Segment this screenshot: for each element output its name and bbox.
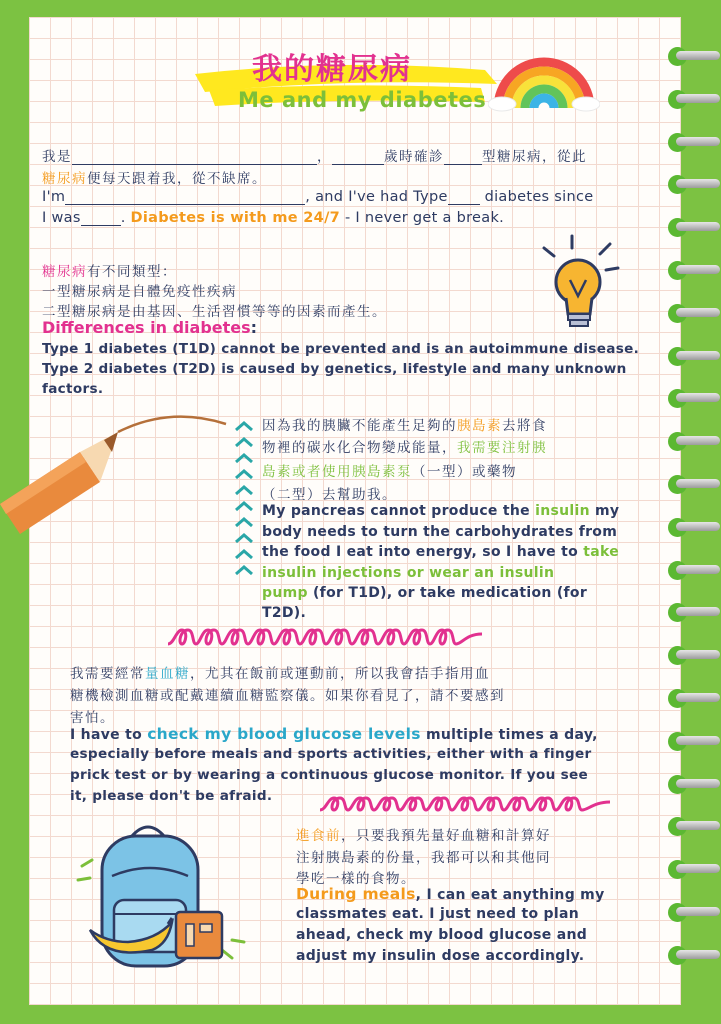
squiggle-divider-icon bbox=[166, 624, 486, 654]
insulin-zh1-a: 因為我的胰臟不能產生足夠的 bbox=[262, 418, 457, 434]
intro-zh-a: 我是 bbox=[42, 149, 72, 165]
meals-en1-a: During meals bbox=[296, 885, 416, 903]
ring-wire bbox=[676, 779, 720, 788]
intro-en-line1 bbox=[42, 189, 593, 205]
glucose-en1-b: check my blood glucose levels bbox=[147, 725, 421, 743]
insulin-en-line6: T2D). bbox=[262, 605, 307, 621]
glucose-en-line4: it, please don't be afraid. bbox=[70, 788, 273, 804]
ring-wire bbox=[676, 650, 720, 659]
types-en-colon: : bbox=[250, 318, 258, 337]
spiral-ring bbox=[668, 859, 720, 879]
insulin-zh1-b: 胰島素 bbox=[457, 418, 502, 434]
insulin-en1-a: My pancreas cannot produce the bbox=[262, 503, 536, 519]
glucose-zh1-a: 我需要經常 bbox=[70, 666, 145, 682]
ring-wire bbox=[676, 607, 720, 616]
glucose-en1-a: I have to bbox=[70, 727, 148, 743]
ring-wire bbox=[676, 950, 720, 959]
types-en-heading-text: Differences in diabetes bbox=[42, 318, 251, 337]
intro-zh-line2 bbox=[42, 167, 267, 187]
types-en-line3: factors. bbox=[42, 381, 104, 397]
meals-zh-line3: 學吃一樣的食物。 bbox=[296, 871, 416, 887]
insulin-en3-a: the food I eat into energy, so I have to bbox=[262, 544, 584, 560]
meals-en-line1 bbox=[296, 885, 605, 903]
insulin-en5-b: (for T1D), or take medication (for bbox=[307, 585, 588, 601]
intro-en-highlight: Diabetes is with me 24/7 bbox=[130, 210, 341, 226]
intro-en-b: , and I've had Type bbox=[305, 189, 448, 205]
type-blank bbox=[444, 152, 482, 165]
squiggle-divider-icon-2 bbox=[318, 792, 614, 820]
ring-wire bbox=[676, 821, 720, 830]
insulin-zh3-a: 島素或者使用胰島素泵 bbox=[262, 464, 412, 480]
intro-en-d: I was bbox=[42, 210, 81, 226]
ring-wire bbox=[676, 736, 720, 745]
intro-en-rest: - I never get a break. bbox=[340, 210, 505, 226]
types-en-heading bbox=[42, 318, 257, 337]
age-blank bbox=[332, 152, 384, 165]
meals-en-line4: adjust my insulin dose accordingly. bbox=[296, 948, 585, 964]
spiral-ring bbox=[668, 388, 720, 408]
meals-en1-b: , I can eat anything my bbox=[415, 887, 605, 903]
spiral-ring bbox=[668, 89, 720, 109]
meals-en-line3: ahead, check my blood glucose and bbox=[296, 927, 588, 943]
intro-zh-highlight: 糖尿病 bbox=[42, 171, 87, 187]
ring-wire bbox=[676, 436, 720, 445]
spiral-ring bbox=[668, 303, 720, 323]
types-en-line2: Type 2 diabetes (T2D) is caused by genetics, lifestyle and many unknown bbox=[42, 361, 627, 377]
ring-wire bbox=[676, 479, 720, 488]
spiral-ring bbox=[668, 774, 720, 794]
spiral-ring bbox=[668, 602, 720, 622]
intro-zh-rest: 便每天跟着我，從不缺席。 bbox=[87, 171, 267, 187]
insulin-zh2-a: 物裡的碳水化合物變成能量， bbox=[262, 440, 457, 456]
insulin-en-line2: body needs to turn the carbohydrates from bbox=[262, 524, 618, 540]
ring-wire bbox=[676, 94, 720, 103]
intro-zh-line1 bbox=[42, 145, 587, 165]
age-blank-en bbox=[81, 213, 121, 226]
spiral-ring bbox=[668, 174, 720, 194]
ring-wire bbox=[676, 51, 720, 60]
meals-zh1-a: 進食前 bbox=[296, 828, 341, 844]
pencil-icon bbox=[0, 412, 232, 540]
insulin-en3-b: take bbox=[583, 544, 619, 560]
rainbow-icon bbox=[488, 40, 600, 112]
ring-wire bbox=[676, 693, 720, 702]
spiral-ring bbox=[668, 731, 720, 751]
chevron-arrows-icon bbox=[234, 420, 254, 588]
meals-zh-line1 bbox=[296, 824, 551, 844]
spiral-ring bbox=[668, 816, 720, 836]
ring-wire bbox=[676, 308, 720, 317]
spiral-ring bbox=[668, 431, 720, 451]
spiral-ring bbox=[668, 560, 720, 580]
meals-en-line2: classmates eat. I just need to plan bbox=[296, 906, 579, 922]
insulin-zh-line2 bbox=[262, 436, 547, 456]
insulin-en-line5 bbox=[262, 585, 587, 601]
ring-wire bbox=[676, 222, 720, 231]
glucose-zh-line3: 害怕。 bbox=[70, 710, 115, 726]
insulin-zh2-b: 我需要注射胰 bbox=[457, 440, 547, 456]
spiral-ring bbox=[668, 902, 720, 922]
spiral-ring bbox=[668, 260, 720, 280]
name-blank-en bbox=[65, 192, 305, 205]
ring-wire bbox=[676, 351, 720, 360]
glucose-zh-line2: 糖機檢測血糖或配戴連續血糖監察儀。如果你看見了，請不要感到 bbox=[70, 688, 505, 704]
ring-wire bbox=[676, 565, 720, 574]
types-zh-rest: 有不同類型： bbox=[87, 264, 177, 280]
insulin-zh-line4: （二型）去幫助我。 bbox=[262, 487, 397, 503]
meals-zh1-b: ，只要我預先量好血糖和計算好 bbox=[341, 828, 551, 844]
spiral-ring bbox=[668, 517, 720, 537]
ring-wire bbox=[676, 137, 720, 146]
insulin-zh-line1 bbox=[262, 414, 547, 434]
insulin-zh1-c: 去將食 bbox=[502, 418, 547, 434]
types-zh-highlight: 糖尿病 bbox=[42, 264, 87, 280]
ring-wire bbox=[676, 179, 720, 188]
glucose-zh1-b: 量血糖 bbox=[145, 666, 190, 682]
insulin-zh3-b: （一型）或藥物 bbox=[412, 464, 517, 480]
intro-en-line2 bbox=[42, 210, 504, 226]
types-zh-line1 bbox=[42, 260, 177, 280]
ring-wire bbox=[676, 522, 720, 531]
title-zh: 我的糖尿病 bbox=[252, 52, 412, 87]
spiral-ring bbox=[668, 645, 720, 665]
intro-zh-d: 型糖尿病，從此 bbox=[482, 149, 587, 165]
insulin-en5-a: pump bbox=[262, 585, 308, 601]
ring-wire bbox=[676, 907, 720, 916]
lightbulb-icon bbox=[532, 234, 632, 334]
spiral-ring bbox=[668, 132, 720, 152]
name-blank bbox=[72, 152, 317, 165]
spiral-ring bbox=[668, 46, 720, 66]
meals-zh-line2: 注射胰島素的份量，我都可以和其他同 bbox=[296, 850, 551, 866]
insulin-en1-b: insulin bbox=[535, 503, 590, 519]
glucose-zh-line1 bbox=[70, 662, 490, 682]
spiral-ring bbox=[668, 474, 720, 494]
intro-en-e: . bbox=[120, 210, 126, 226]
title-en: Me and my diabetes bbox=[238, 88, 487, 112]
types-zh-line3: 二型糖尿病是由基因、生活習慣等等的因素而產生。 bbox=[42, 304, 387, 320]
banana-icon bbox=[86, 916, 176, 970]
glucose-en1-c: multiple times a day, bbox=[420, 727, 598, 743]
types-en-line1: Type 1 diabetes (T1D) cannot be prevented and is an autoimmune disease. bbox=[42, 341, 640, 357]
type-blank-en bbox=[448, 192, 480, 205]
intro-zh-b: ， bbox=[317, 149, 332, 165]
intro-en-c: diabetes since bbox=[484, 189, 594, 205]
intro-en-a: I'm bbox=[42, 189, 66, 205]
spiral-ring bbox=[668, 688, 720, 708]
glucose-en-line2: especially before meals and sports activities, either with a finger bbox=[70, 746, 592, 762]
insulin-zh-line3 bbox=[262, 460, 517, 480]
spiral-ring bbox=[668, 346, 720, 366]
types-zh-line2: 一型糖尿病是自體免疫性疾病 bbox=[42, 284, 237, 300]
intro-zh-c: 歲時確診 bbox=[384, 149, 444, 165]
insulin-en-line3 bbox=[262, 544, 619, 560]
ring-wire bbox=[676, 864, 720, 873]
glucose-zh1-c: ，尤其在飯前或運動前，所以我會拮手指用血 bbox=[190, 666, 490, 682]
ring-wire bbox=[676, 393, 720, 402]
spiral-ring bbox=[668, 217, 720, 237]
glucose-en-line1 bbox=[70, 725, 598, 743]
insulin-en-line1 bbox=[262, 503, 619, 519]
glucose-en-line3: prick test or by wearing a continuous glucose monitor. If you see bbox=[70, 767, 589, 783]
spiral-ring bbox=[668, 945, 720, 965]
insulin-en-line4: insulin injections or wear an insulin bbox=[262, 565, 555, 581]
insulin-en1-c: my bbox=[589, 503, 620, 519]
ring-wire bbox=[676, 265, 720, 274]
